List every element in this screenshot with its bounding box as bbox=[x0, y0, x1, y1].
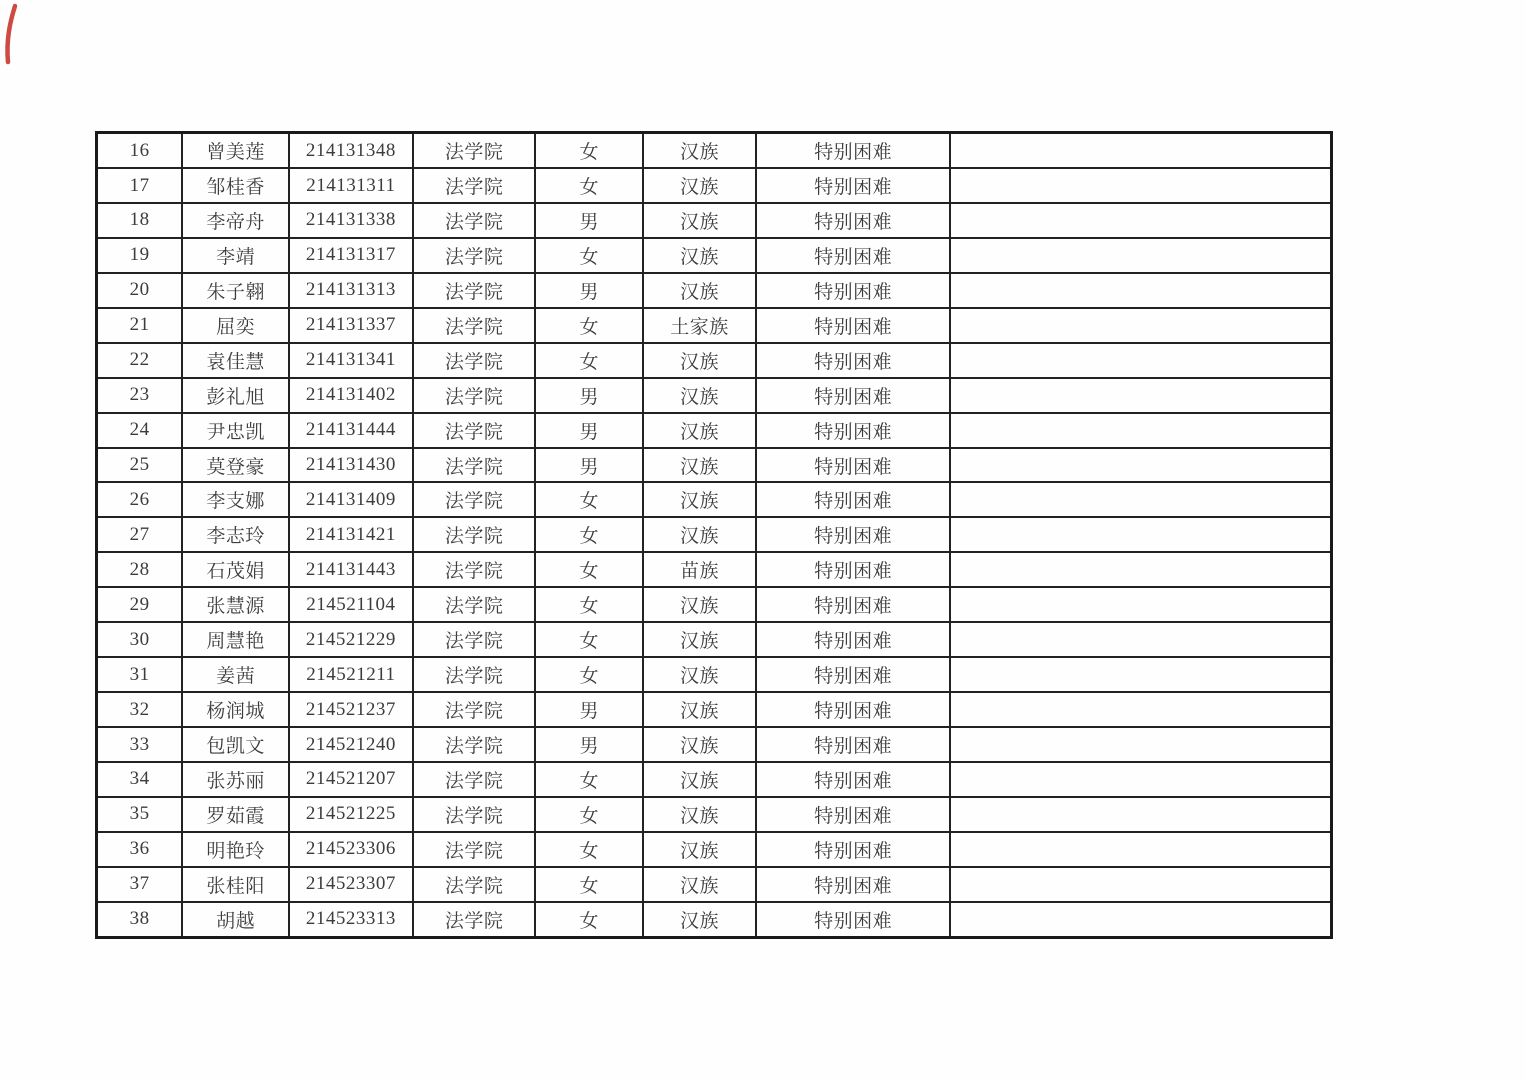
cell-student-id: 214521211 bbox=[289, 657, 413, 692]
cell-gender: 男 bbox=[535, 448, 643, 483]
cell-college: 法学院 bbox=[413, 203, 536, 238]
cell-hardship-level: 特别困难 bbox=[756, 343, 951, 378]
cell-student-id: 214523306 bbox=[289, 832, 413, 867]
table-row bbox=[97, 517, 1332, 552]
cell-no: 37 bbox=[97, 867, 183, 902]
cell-name: 张慧源 bbox=[182, 587, 289, 622]
cell-note bbox=[950, 517, 1331, 552]
cell-student-id: 214521104 bbox=[289, 587, 413, 622]
cell-no: 17 bbox=[97, 168, 183, 203]
student-hardship-table-wrap bbox=[95, 131, 1333, 939]
cell-college: 法学院 bbox=[413, 273, 536, 308]
cell-no: 19 bbox=[97, 238, 183, 273]
cell-college: 法学院 bbox=[413, 133, 536, 169]
cell-name: 周慧艳 bbox=[182, 622, 289, 657]
cell-ethnicity: 汉族 bbox=[643, 762, 756, 797]
student-hardship-table bbox=[95, 131, 1333, 939]
cell-name: 曾美莲 bbox=[182, 133, 289, 169]
table-row bbox=[97, 238, 1332, 273]
cell-gender: 女 bbox=[535, 832, 643, 867]
cell-hardship-level: 特别困难 bbox=[756, 832, 951, 867]
cell-student-id: 214131348 bbox=[289, 133, 413, 169]
table-row bbox=[97, 902, 1332, 938]
cell-ethnicity: 汉族 bbox=[643, 517, 756, 552]
cell-gender: 女 bbox=[535, 238, 643, 273]
cell-gender: 女 bbox=[535, 133, 643, 169]
cell-hardship-level: 特别困难 bbox=[756, 552, 951, 587]
cell-name: 包凯文 bbox=[182, 727, 289, 762]
cell-no: 28 bbox=[97, 552, 183, 587]
cell-college: 法学院 bbox=[413, 238, 536, 273]
cell-gender: 男 bbox=[535, 378, 643, 413]
cell-gender: 男 bbox=[535, 273, 643, 308]
cell-college: 法学院 bbox=[413, 517, 536, 552]
cell-name: 明艳玲 bbox=[182, 832, 289, 867]
cell-hardship-level: 特别困难 bbox=[756, 203, 951, 238]
cell-hardship-level: 特别困难 bbox=[756, 762, 951, 797]
table-row bbox=[97, 203, 1332, 238]
cell-no: 23 bbox=[97, 378, 183, 413]
cell-gender: 女 bbox=[535, 657, 643, 692]
table-row bbox=[97, 273, 1332, 308]
cell-note bbox=[950, 413, 1331, 448]
cell-name: 姜茜 bbox=[182, 657, 289, 692]
cell-hardship-level: 特别困难 bbox=[756, 413, 951, 448]
cell-college: 法学院 bbox=[413, 657, 536, 692]
cell-hardship-level: 特别困难 bbox=[756, 622, 951, 657]
cell-college: 法学院 bbox=[413, 587, 536, 622]
cell-ethnicity: 汉族 bbox=[643, 797, 756, 832]
cell-no: 35 bbox=[97, 797, 183, 832]
cell-gender: 女 bbox=[535, 622, 643, 657]
cell-student-id: 214521225 bbox=[289, 797, 413, 832]
cell-no: 38 bbox=[97, 902, 183, 938]
cell-college: 法学院 bbox=[413, 727, 536, 762]
cell-no: 36 bbox=[97, 832, 183, 867]
cell-student-id: 214131313 bbox=[289, 273, 413, 308]
cell-student-id: 214131444 bbox=[289, 413, 413, 448]
cell-student-id: 214131443 bbox=[289, 552, 413, 587]
cell-no: 31 bbox=[97, 657, 183, 692]
cell-student-id: 214131311 bbox=[289, 168, 413, 203]
cell-ethnicity: 汉族 bbox=[643, 203, 756, 238]
cell-no: 16 bbox=[97, 133, 183, 169]
cell-student-id: 214131341 bbox=[289, 343, 413, 378]
cell-college: 法学院 bbox=[413, 762, 536, 797]
cell-ethnicity: 汉族 bbox=[643, 378, 756, 413]
cell-name: 李靖 bbox=[182, 238, 289, 273]
cell-gender: 女 bbox=[535, 867, 643, 902]
cell-hardship-level: 特别困难 bbox=[756, 482, 951, 517]
cell-note bbox=[950, 238, 1331, 273]
cell-college: 法学院 bbox=[413, 343, 536, 378]
cell-hardship-level: 特别困难 bbox=[756, 727, 951, 762]
cell-student-id: 214131430 bbox=[289, 448, 413, 483]
cell-note bbox=[950, 587, 1331, 622]
cell-hardship-level: 特别困难 bbox=[756, 308, 951, 343]
cell-note bbox=[950, 482, 1331, 517]
cell-gender: 女 bbox=[535, 552, 643, 587]
cell-note bbox=[950, 552, 1331, 587]
cell-note bbox=[950, 797, 1331, 832]
cell-hardship-level: 特别困难 bbox=[756, 378, 951, 413]
cell-hardship-level: 特别困难 bbox=[756, 867, 951, 902]
cell-hardship-level: 特别困难 bbox=[756, 902, 951, 938]
cell-no: 26 bbox=[97, 482, 183, 517]
cell-ethnicity: 汉族 bbox=[643, 587, 756, 622]
cell-college: 法学院 bbox=[413, 867, 536, 902]
table-row bbox=[97, 308, 1332, 343]
cell-no: 33 bbox=[97, 727, 183, 762]
cell-name: 彭礼旭 bbox=[182, 378, 289, 413]
cell-note bbox=[950, 203, 1331, 238]
table-row bbox=[97, 343, 1332, 378]
cell-note bbox=[950, 343, 1331, 378]
cell-gender: 女 bbox=[535, 587, 643, 622]
cell-note bbox=[950, 832, 1331, 867]
cell-ethnicity: 汉族 bbox=[643, 727, 756, 762]
cell-student-id: 214521237 bbox=[289, 692, 413, 727]
cell-no: 32 bbox=[97, 692, 183, 727]
table-row bbox=[97, 762, 1332, 797]
table-row bbox=[97, 657, 1332, 692]
cell-note bbox=[950, 657, 1331, 692]
cell-no: 21 bbox=[97, 308, 183, 343]
cell-ethnicity: 汉族 bbox=[643, 168, 756, 203]
cell-hardship-level: 特别困难 bbox=[756, 692, 951, 727]
cell-hardship-level: 特别困难 bbox=[756, 657, 951, 692]
cell-note bbox=[950, 133, 1331, 169]
cell-hardship-level: 特别困难 bbox=[756, 797, 951, 832]
table-row bbox=[97, 482, 1332, 517]
cell-student-id: 214521229 bbox=[289, 622, 413, 657]
cell-name: 杨润城 bbox=[182, 692, 289, 727]
cell-ethnicity: 汉族 bbox=[643, 692, 756, 727]
cell-name: 李志玲 bbox=[182, 517, 289, 552]
cell-name: 罗茹霞 bbox=[182, 797, 289, 832]
cell-name: 胡越 bbox=[182, 902, 289, 938]
cell-college: 法学院 bbox=[413, 797, 536, 832]
table-row bbox=[97, 133, 1332, 169]
cell-hardship-level: 特别困难 bbox=[756, 448, 951, 483]
cell-hardship-level: 特别困难 bbox=[756, 238, 951, 273]
red-pen-stroke bbox=[0, 0, 30, 80]
cell-hardship-level: 特别困难 bbox=[756, 587, 951, 622]
cell-college: 法学院 bbox=[413, 552, 536, 587]
cell-note bbox=[950, 308, 1331, 343]
cell-hardship-level: 特别困难 bbox=[756, 517, 951, 552]
cell-college: 法学院 bbox=[413, 622, 536, 657]
cell-gender: 女 bbox=[535, 308, 643, 343]
cell-note bbox=[950, 692, 1331, 727]
cell-student-id: 214523313 bbox=[289, 902, 413, 938]
cell-student-id: 214521207 bbox=[289, 762, 413, 797]
cell-name: 李帝舟 bbox=[182, 203, 289, 238]
cell-student-id: 214131317 bbox=[289, 238, 413, 273]
cell-student-id: 214131338 bbox=[289, 203, 413, 238]
cell-gender: 女 bbox=[535, 168, 643, 203]
cell-note bbox=[950, 762, 1331, 797]
cell-gender: 男 bbox=[535, 203, 643, 238]
table-row bbox=[97, 552, 1332, 587]
cell-student-id: 214521240 bbox=[289, 727, 413, 762]
cell-ethnicity: 汉族 bbox=[643, 133, 756, 169]
table-row bbox=[97, 727, 1332, 762]
cell-no: 30 bbox=[97, 622, 183, 657]
cell-gender: 女 bbox=[535, 482, 643, 517]
cell-name: 朱子翱 bbox=[182, 273, 289, 308]
cell-no: 34 bbox=[97, 762, 183, 797]
cell-ethnicity: 汉族 bbox=[643, 902, 756, 938]
cell-ethnicity: 汉族 bbox=[643, 482, 756, 517]
cell-student-id: 214523307 bbox=[289, 867, 413, 902]
cell-student-id: 214131337 bbox=[289, 308, 413, 343]
cell-name: 尹忠凯 bbox=[182, 413, 289, 448]
cell-gender: 女 bbox=[535, 762, 643, 797]
cell-no: 20 bbox=[97, 273, 183, 308]
table-row bbox=[97, 622, 1332, 657]
table-row bbox=[97, 797, 1332, 832]
cell-ethnicity: 汉族 bbox=[643, 657, 756, 692]
cell-no: 24 bbox=[97, 413, 183, 448]
table-row bbox=[97, 168, 1332, 203]
cell-note bbox=[950, 168, 1331, 203]
cell-note bbox=[950, 448, 1331, 483]
cell-gender: 男 bbox=[535, 692, 643, 727]
cell-ethnicity: 汉族 bbox=[643, 273, 756, 308]
cell-gender: 男 bbox=[535, 727, 643, 762]
cell-ethnicity: 苗族 bbox=[643, 552, 756, 587]
cell-hardship-level: 特别困难 bbox=[756, 273, 951, 308]
cell-no: 27 bbox=[97, 517, 183, 552]
cell-name: 莫登豪 bbox=[182, 448, 289, 483]
cell-ethnicity: 土家族 bbox=[643, 308, 756, 343]
cell-gender: 女 bbox=[535, 517, 643, 552]
table-body bbox=[97, 133, 1332, 938]
cell-name: 李支娜 bbox=[182, 482, 289, 517]
cell-note bbox=[950, 378, 1331, 413]
cell-name: 邹桂香 bbox=[182, 168, 289, 203]
cell-name: 屈奕 bbox=[182, 308, 289, 343]
cell-note bbox=[950, 622, 1331, 657]
table-row bbox=[97, 378, 1332, 413]
cell-hardship-level: 特别困难 bbox=[756, 168, 951, 203]
cell-ethnicity: 汉族 bbox=[643, 867, 756, 902]
cell-gender: 男 bbox=[535, 413, 643, 448]
table-row bbox=[97, 692, 1332, 727]
cell-college: 法学院 bbox=[413, 378, 536, 413]
cell-ethnicity: 汉族 bbox=[643, 343, 756, 378]
table-row bbox=[97, 413, 1332, 448]
table-row bbox=[97, 587, 1332, 622]
cell-college: 法学院 bbox=[413, 413, 536, 448]
cell-ethnicity: 汉族 bbox=[643, 238, 756, 273]
cell-ethnicity: 汉族 bbox=[643, 622, 756, 657]
cell-student-id: 214131409 bbox=[289, 482, 413, 517]
cell-hardship-level: 特别困难 bbox=[756, 133, 951, 169]
cell-note bbox=[950, 867, 1331, 902]
cell-name: 石茂娟 bbox=[182, 552, 289, 587]
cell-student-id: 214131402 bbox=[289, 378, 413, 413]
cell-college: 法学院 bbox=[413, 168, 536, 203]
cell-no: 22 bbox=[97, 343, 183, 378]
cell-note bbox=[950, 902, 1331, 938]
cell-note bbox=[950, 273, 1331, 308]
cell-college: 法学院 bbox=[413, 482, 536, 517]
cell-student-id: 214131421 bbox=[289, 517, 413, 552]
cell-no: 25 bbox=[97, 448, 183, 483]
cell-ethnicity: 汉族 bbox=[643, 832, 756, 867]
cell-gender: 女 bbox=[535, 343, 643, 378]
cell-no: 29 bbox=[97, 587, 183, 622]
cell-note bbox=[950, 727, 1331, 762]
table-row bbox=[97, 448, 1332, 483]
cell-college: 法学院 bbox=[413, 832, 536, 867]
cell-college: 法学院 bbox=[413, 692, 536, 727]
cell-name: 张苏丽 bbox=[182, 762, 289, 797]
table-row bbox=[97, 867, 1332, 902]
cell-name: 张桂阳 bbox=[182, 867, 289, 902]
cell-gender: 女 bbox=[535, 797, 643, 832]
cell-college: 法学院 bbox=[413, 448, 536, 483]
cell-no: 18 bbox=[97, 203, 183, 238]
cell-ethnicity: 汉族 bbox=[643, 413, 756, 448]
table-row bbox=[97, 832, 1332, 867]
cell-gender: 女 bbox=[535, 902, 643, 938]
cell-college: 法学院 bbox=[413, 308, 536, 343]
cell-college: 法学院 bbox=[413, 902, 536, 938]
cell-name: 袁佳慧 bbox=[182, 343, 289, 378]
cell-ethnicity: 汉族 bbox=[643, 448, 756, 483]
